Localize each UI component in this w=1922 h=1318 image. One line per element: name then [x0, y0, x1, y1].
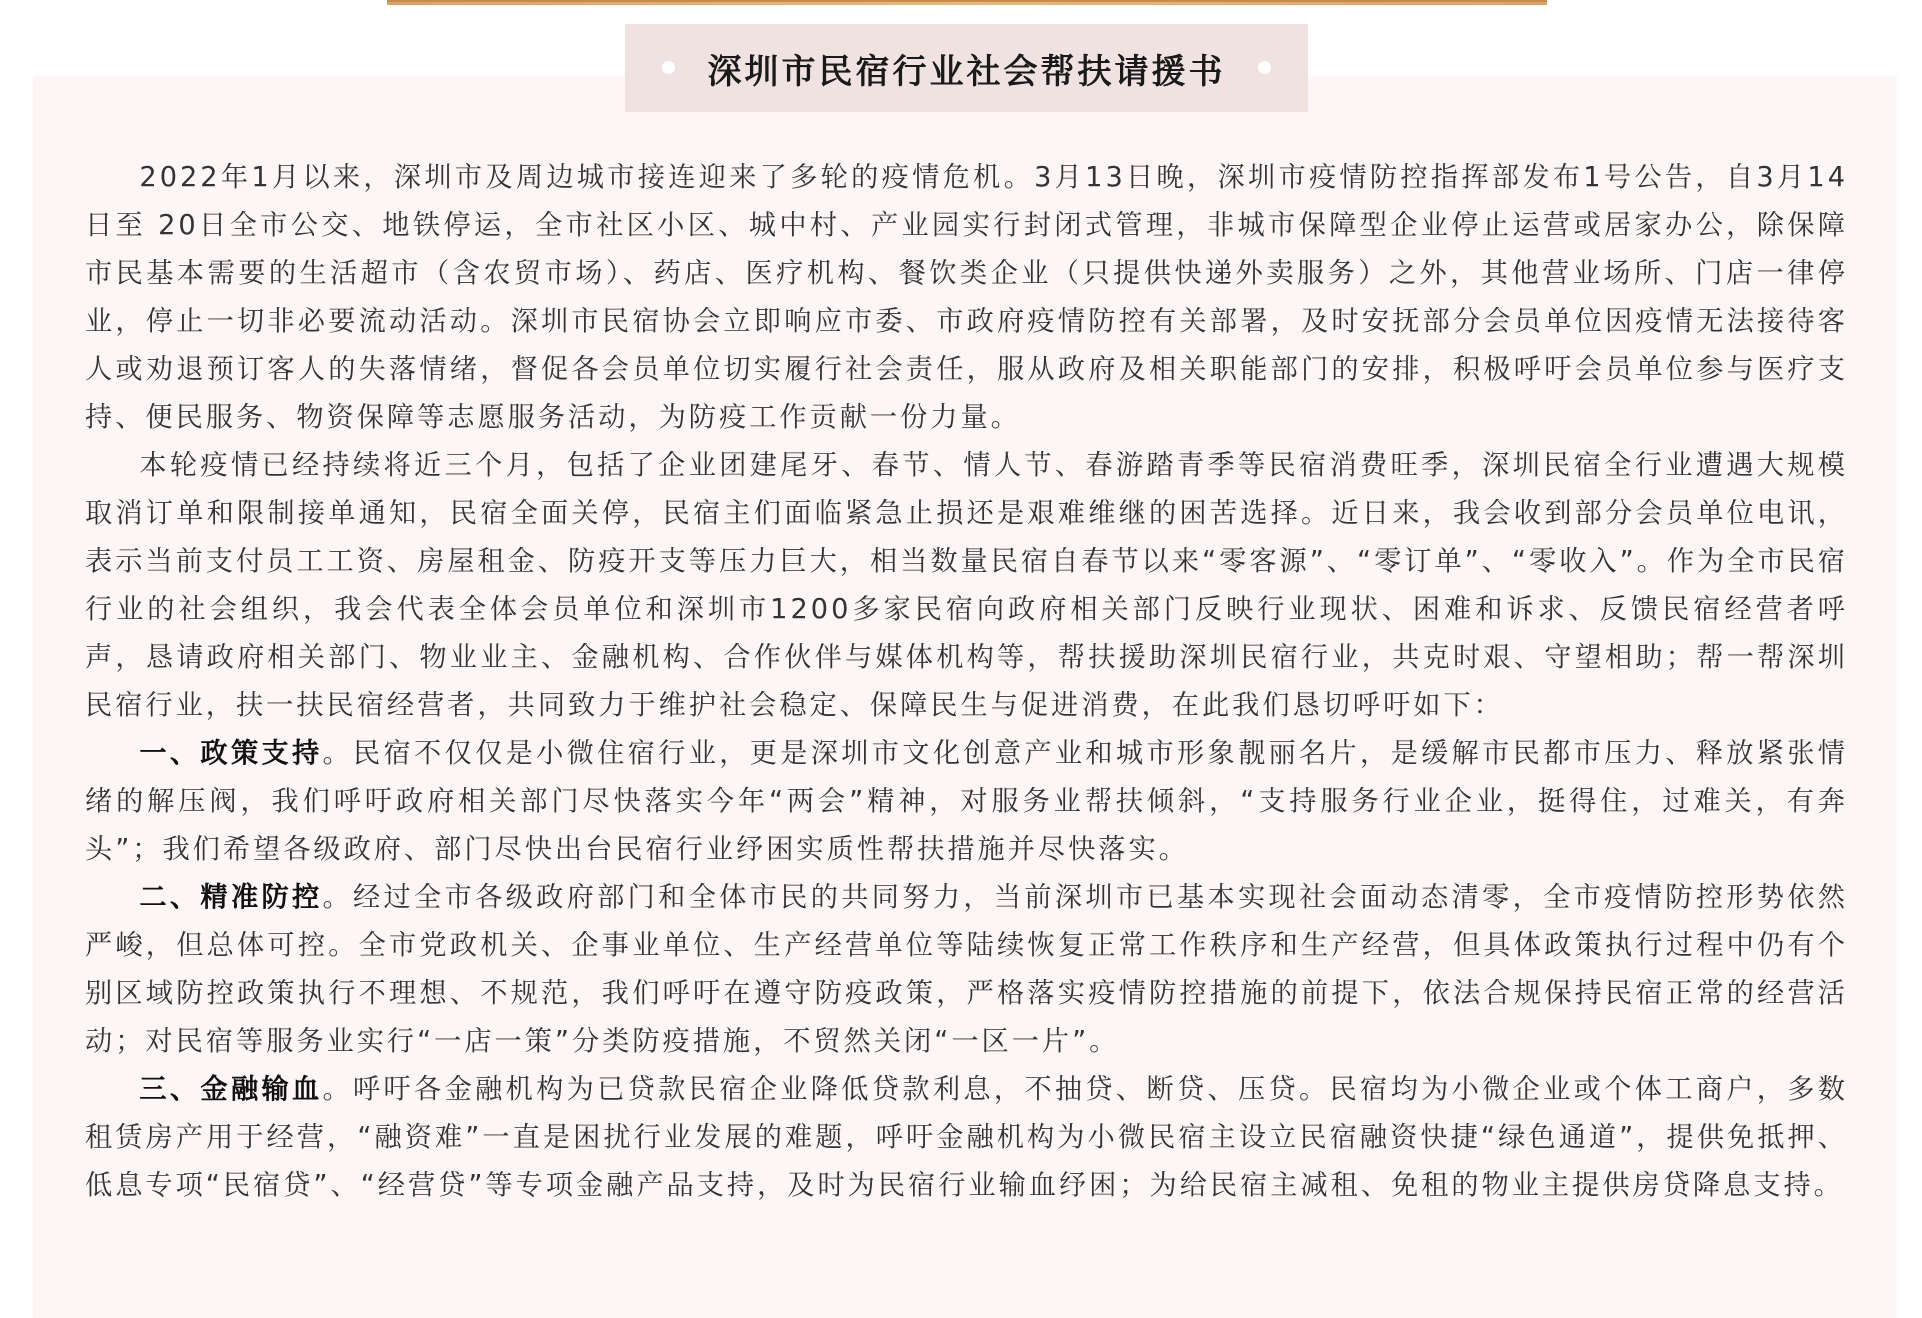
title-left-dot [662, 61, 675, 74]
paragraph-financial-support-text: 。呼吁各金融机构为已贷款民宿企业降低贷款利息，不抽贷、断贷、压贷。民宿均为小微企业或个体工商户，多数租赁房产用于经营，“融资难”一直是困扰行业发展的难题，呼吁金融机构为小微民宿主设立民宿融资快捷“绿色通道”，提供免抵押、低息专项“民宿贷”、“经营贷”等专项金融产品支持，及时为民宿行业输血纾困；为给民宿主减租、免租的物业主提供房贷降息支持。 [85, 1074, 1848, 1201]
paragraph-precise-control [85, 874, 1848, 1066]
page-title: 深圳市民宿行业社会帮扶请援书 [707, 51, 1226, 92]
article-body [85, 154, 1848, 1210]
top-decorative-strip [387, 0, 1547, 5]
paragraph-intro [85, 154, 1848, 442]
paragraph-financial-support [85, 1066, 1848, 1210]
section-heading-precise-control: 二、精准防控 [139, 882, 323, 913]
section-heading-financial-support: 三、金融输血 [139, 1074, 323, 1105]
title-right-dot [1258, 61, 1271, 74]
section-heading-policy-support: 一、政策支持 [139, 738, 323, 769]
paragraph-situation-text: 本轮疫情已经持续将近三个月，包括了企业团建尾牙、春节、情人节、春游踏青季等民宿消费旺季，深圳民宿全行业遭遇大规模取消订单和限制接单通知，民宿全面关停，民宿主们面临紧急止损还是艰难维继的困苦选择。近日来，我会收到部分会员单位电讯，表示当前支付员工工资、房屋租金、防疫开支等压力巨大，相当数量民宿自春节以来“零客源”、“零订单”、“零收入”。作为全市民宿行业的社会组织，我会代表全体会员单位和深圳市1200多家民宿向政府相关部门反映行业现状、困难和诉求、反馈民宿经营者呼声，恳请政府相关部门、物业业主、金融机构、合作伙伴与媒体机构等，帮扶援助深圳民宿行业，共克时艰、守望相助；帮一帮深圳民宿行业，扶一扶民宿经营者，共同致力于维护社会稳定、保障民生与促进消费，在此我们恳切呼吁如下： [85, 450, 1848, 721]
title-banner [625, 24, 1308, 112]
paragraph-policy-support-text: 。民宿不仅仅是小微住宿行业，更是深圳市文化创意产业和城市形象靓丽名片，是缓解市民都市压力、释放紧张情绪的解压阀，我们呼吁政府相关部门尽快落实今年“两会”精神，对服务业帮扶倾斜，“支持服务行业企业，挺得住，过难关，有奔头”；我们希望各级政府、部门尽快出台民宿行业纾困实质性帮扶措施并尽快落实。 [85, 738, 1848, 865]
paragraph-situation [85, 442, 1848, 730]
paragraph-intro-text: 2022年1月以来，深圳市及周边城市接连迎来了多轮的疫情危机。3月13日晚，深圳市疫情防控指挥部发布1号公告，自3月14日至 20日全市公交、地铁停运，全市社区小区、城中村、产业园实行封闭式管理，非城市保障型企业停止运营或居家办公，除保障市民基本需要的生活超市（含农贸市场）、药店、医疗机构、餐饮类企业（只提供快递外卖服务）之外，其他营业场所、门店一律停业，停止一切非必要流动活动。深圳市民宿协会立即响应市委、市政府疫情防控有关部署，及时安抚部分会员单位因疫情无法接待客人或劝退预订客人的失落情绪，督促各会员单位切实履行社会责任，服从政府及相关职能部门的安排，积极呼吁会员单位参与医疗支持、便民服务、物资保障等志愿服务活动，为防疫工作贡献一份力量。 [85, 162, 1848, 433]
paragraph-precise-control-text: 。经过全市各级政府部门和全体市民的共同努力，当前深圳市已基本实现社会面动态清零，全市疫情防控形势依然严峻，但总体可控。全市党政机关、企事业单位、生产经营单位等陆续恢复正常工作秩序和生产经营，但具体政策执行过程中仍有个别区域防控政策执行不理想、不规范，我们呼吁在遵守防疫政策，严格落实疫情防控措施的前提下，依法合规保持民宿正常的经营活动；对民宿等服务业实行“一店一策”分类防疫措施，不贸然关闭“一区一片”。 [85, 882, 1848, 1057]
paragraph-policy-support [85, 730, 1848, 874]
